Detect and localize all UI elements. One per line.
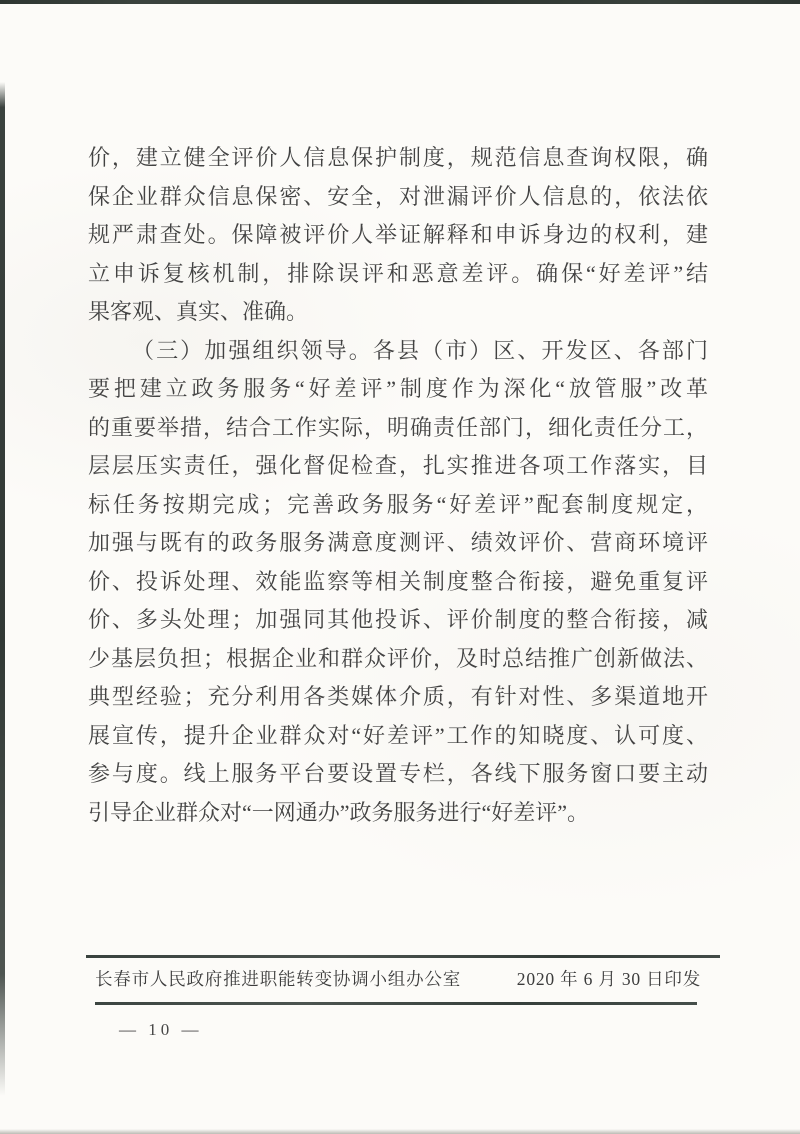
footer-rule-bottom — [95, 1002, 697, 1005]
text-line: 标任务按期完成；完善政务服务“好差评”配套制度规定， — [88, 491, 708, 517]
text-line: 果客观、真实、准确。 — [88, 299, 309, 324]
footer — [95, 963, 701, 993]
text-line: （三）加强组织领导。各县（市）区、开发区、各部门 — [132, 337, 708, 363]
scan-edge-left — [0, 82, 5, 1096]
page-number: — 10 — — [119, 1020, 203, 1039]
text-line: 要把建立政务服务“好差评”制度作为深化“放管服”改革 — [88, 376, 708, 401]
text-line: 少基层负担；根据企业和群众评价，及时总结推广创新做法、 — [88, 645, 708, 671]
text-line: 立申诉复核机制，排除误评和恶意差评。确保“好差评”结 — [88, 260, 708, 286]
text-line: 展宣传，提升企业群众对“好差评”工作的知晓度、认可度、 — [88, 722, 708, 748]
text-line: 典型经验；充分利用各类媒体介质，有针对性、多渠道地开 — [88, 684, 708, 709]
text-line: 价，建立健全评价人信息保护制度，规范信息查询权限，确 — [88, 145, 708, 170]
footer-rule-top — [86, 955, 720, 958]
scan-edge-bottom — [0, 1129, 800, 1134]
text-line: 价、多头处理；加强同其他投诉、评价制度的整合衔接，减 — [88, 607, 708, 632]
text-line: 层层压实责任，强化督促检查，扎实推进各项工作落实，目 — [88, 453, 708, 478]
footer-issuing-office: 长春市人民政府推进职能转变协调小组办公室 — [95, 968, 461, 989]
paragraph — [88, 332, 708, 833]
text-line: 的重要举措，结合工作实际，明确责任部门，细化责任分工， — [88, 414, 708, 440]
text-line: 规严肃查处。保障被评价人举证解释和申诉身边的权利，建 — [88, 222, 708, 247]
text-line: 保企业群众信息保密、安全，对泄漏评价人信息的，依法依 — [88, 183, 708, 209]
footer-print-date: 2020 年 6 月 30 日印发 — [516, 968, 701, 989]
scan-edge-top — [0, 0, 800, 4]
document-body — [88, 139, 708, 832]
text-line: 参与度。线上服务平台要设置专栏，各线下服务窗口要主动 — [88, 761, 708, 786]
paragraph — [88, 139, 708, 332]
text-line: 加强与既有的政务服务满意度测评、绩效评价、营商环境评 — [88, 530, 708, 555]
text-line: 价、投诉处理、效能监察等相关制度整合衔接，避免重复评 — [88, 568, 708, 594]
text-line: 引导企业群众对“一网通办”政务服务进行“好差评”。 — [88, 799, 590, 825]
